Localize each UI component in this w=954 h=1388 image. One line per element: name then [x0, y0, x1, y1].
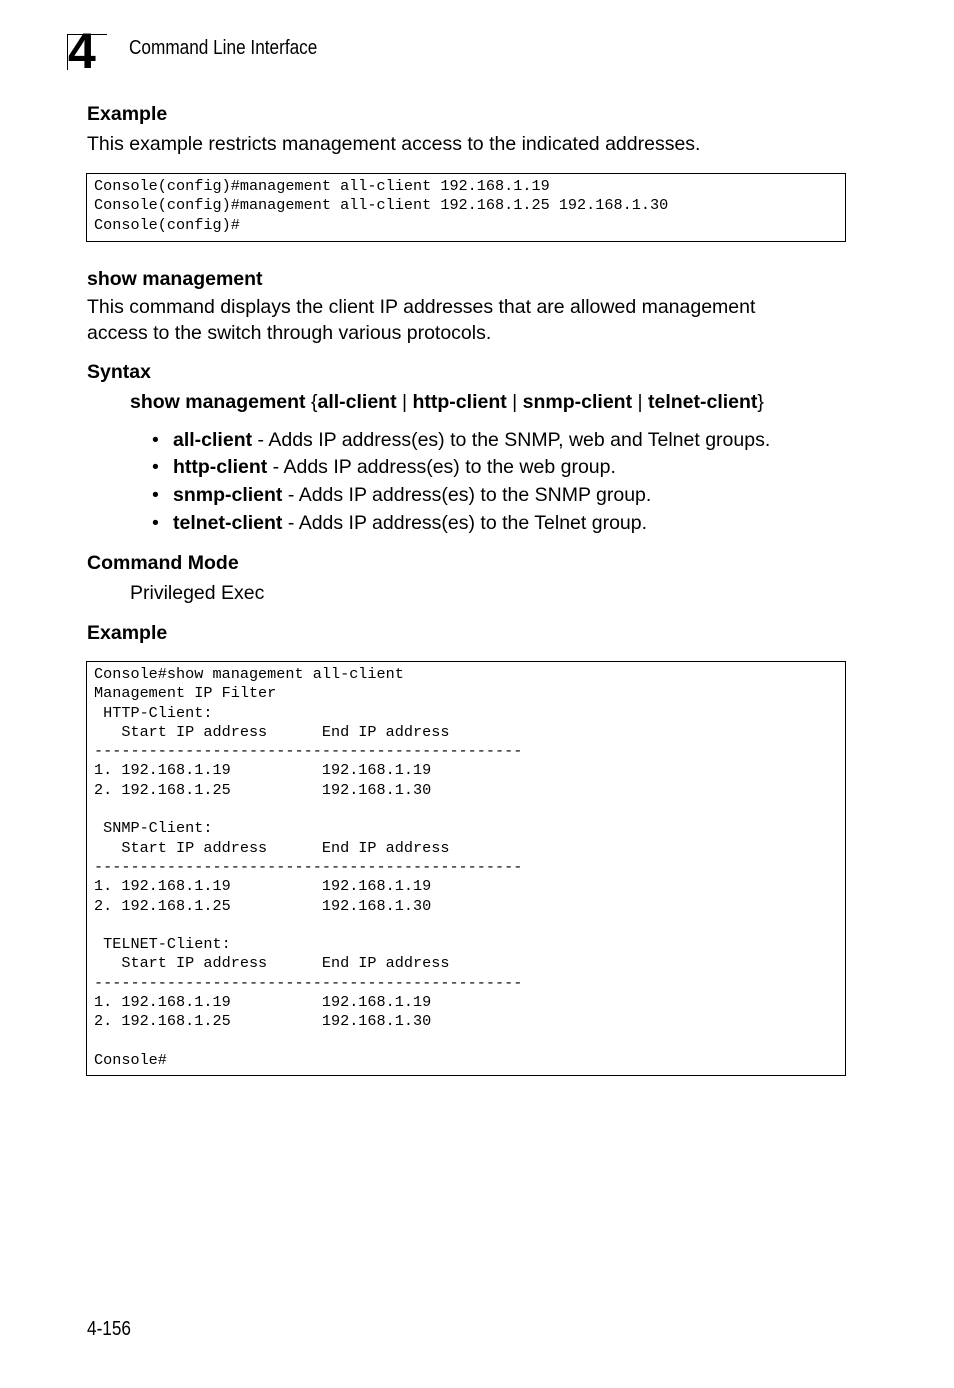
- syntax-option: http-client: [412, 391, 507, 413]
- syntax-separator: |: [506, 391, 523, 413]
- list-item: [152, 429, 770, 452]
- code-line: SNMP-Client:: [94, 819, 213, 838]
- option-term: http-client: [173, 456, 268, 478]
- code-line: [94, 916, 845, 935]
- page-number: 4-156: [87, 1318, 131, 1340]
- code-line: HTTP-Client:: [94, 703, 213, 722]
- code-line: Console(config)#management all-client 192.168.1.19: [94, 177, 550, 195]
- code-block-example2: [86, 661, 846, 1076]
- syntax-command: show management: [130, 391, 306, 413]
- bullet-icon: •: [152, 512, 159, 534]
- command-description-line1: This command displays the client IP addresses that are allowed management: [87, 296, 756, 318]
- code-line: -----------------------------------------------: [94, 973, 523, 992]
- code-line: Console(config)#: [94, 215, 240, 234]
- code-line: 2. 192.168.1.25 192.168.1.30: [94, 780, 432, 799]
- bullet-icon: •: [152, 484, 159, 506]
- syntax-separator: |: [632, 391, 648, 413]
- syntax-statement: [130, 391, 764, 414]
- option-term: telnet-client: [173, 512, 283, 534]
- option-term: snmp-client: [173, 484, 283, 506]
- option-description: - Adds IP address(es) to the SNMP, web and Telnet groups.: [252, 429, 771, 451]
- code-line: 2. 192.168.1.25 192.168.1.30: [94, 896, 432, 915]
- option-description: - Adds IP address(es) to the Telnet group.: [282, 512, 648, 534]
- code-line: 1. 192.168.1.19 192.168.1.19: [94, 993, 432, 1012]
- code-line: Start IP address End IP address: [94, 954, 450, 973]
- code-line: 1. 192.168.1.19 192.168.1.19: [94, 761, 432, 780]
- syntax-option: all-client: [317, 391, 397, 413]
- example-heading: Example: [87, 622, 168, 644]
- bullet-icon: •: [152, 456, 159, 478]
- syntax-heading: Syntax: [87, 361, 151, 383]
- option-term: all-client: [173, 429, 253, 451]
- command-description-line2: access to the switch through various protocols.: [87, 322, 492, 344]
- code-line: Start IP address End IP address: [94, 838, 450, 857]
- command-heading: show management: [87, 268, 263, 290]
- code-line: Console#show management all-client: [94, 665, 404, 683]
- example-heading: Example: [87, 103, 168, 125]
- option-description: - Adds IP address(es) to the web group.: [267, 456, 616, 478]
- command-mode-heading: Command Mode: [87, 552, 239, 574]
- code-line: 1. 192.168.1.19 192.168.1.19: [94, 877, 432, 896]
- list-item: [152, 456, 616, 479]
- bullet-icon: •: [152, 429, 159, 451]
- code-line: [94, 800, 845, 819]
- code-line: -----------------------------------------------: [94, 857, 523, 876]
- chapter-title: Command Line Interface: [129, 37, 318, 59]
- example-description: This example restricts management access to the indicated addresses.: [87, 133, 701, 155]
- code-line: [94, 1032, 845, 1051]
- code-line: Console#: [94, 1050, 167, 1069]
- syntax-option: snmp-client: [522, 391, 633, 413]
- option-description: - Adds IP address(es) to the SNMP group.: [282, 484, 652, 506]
- syntax-option: telnet-client: [647, 391, 758, 413]
- list-item: [152, 484, 651, 507]
- code-line: Management IP Filter: [94, 684, 277, 703]
- code-line: Start IP address End IP address: [94, 722, 450, 741]
- syntax-brace-open: {: [305, 391, 318, 413]
- command-mode-value: Privileged Exec: [130, 582, 265, 604]
- syntax-separator: |: [396, 391, 413, 413]
- code-block-example1: [86, 173, 846, 242]
- syntax-brace-close: }: [757, 391, 764, 413]
- code-line: Console(config)#management all-client 192.168.1.25 192.168.1.30: [94, 196, 669, 215]
- list-item: [152, 512, 647, 535]
- chapter-number: 4: [68, 23, 95, 79]
- code-line: 2. 192.168.1.25 192.168.1.30: [94, 1012, 432, 1031]
- code-line: -----------------------------------------------: [94, 742, 523, 761]
- code-line: TELNET-Client:: [94, 935, 231, 954]
